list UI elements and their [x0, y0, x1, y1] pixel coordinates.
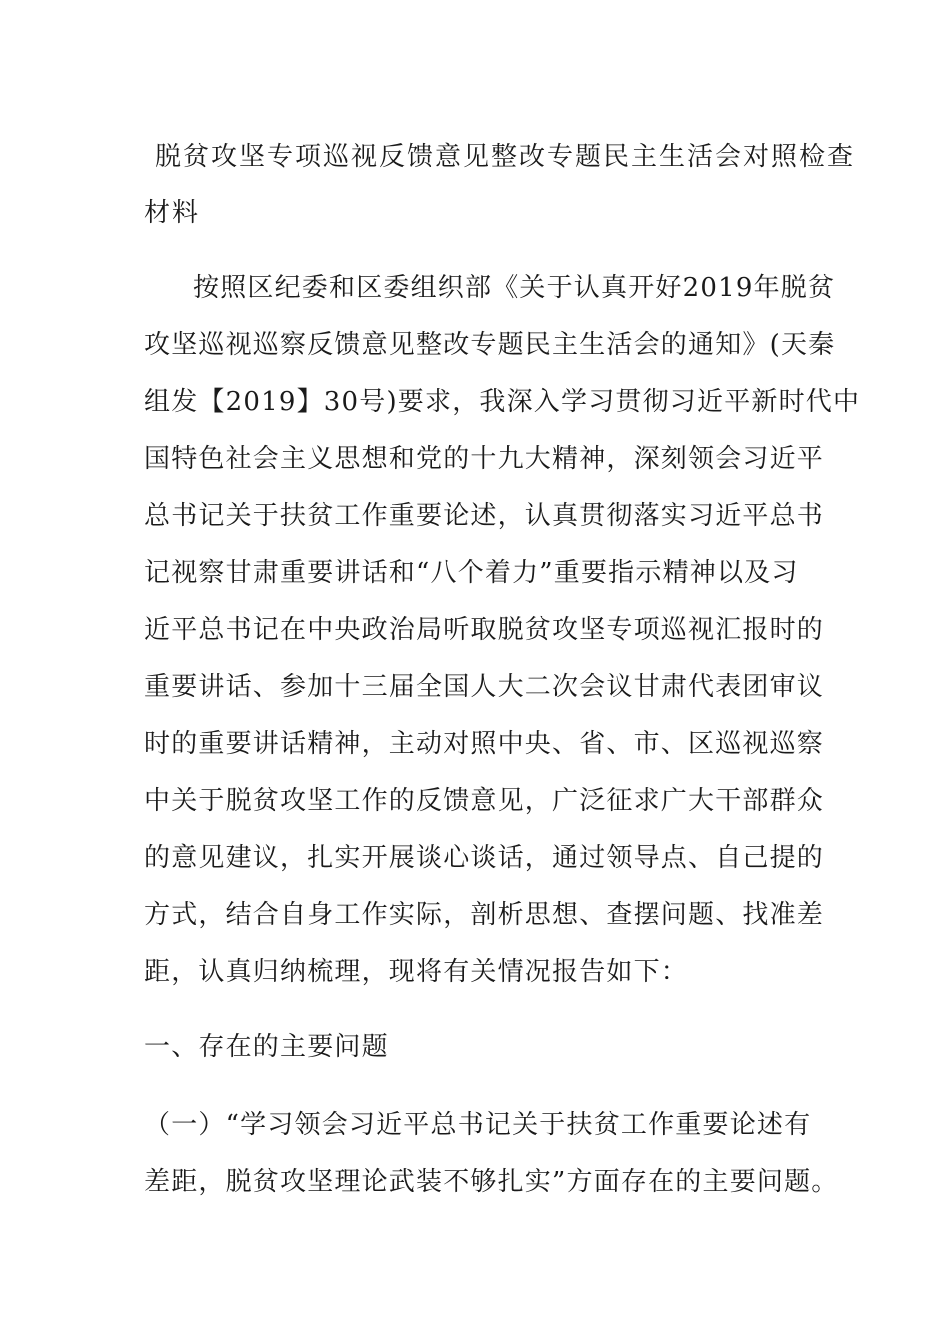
subsection-heading-line: 差距，脱贫攻坚理论武装不够扎实”方面存在的主要问题。	[144, 1167, 839, 1197]
paragraph-line: 组发【2019】30号)要求，我深入学习贯彻习近平新时代中	[144, 387, 861, 417]
subsection-heading-line: （一）“学习领会习近平总书记关于扶贫工作重要论述有	[144, 1110, 812, 1140]
paragraph-line: 方式，结合自身工作实际，剖析思想、查摆问题、找准差	[144, 900, 825, 930]
paragraph-line: 近平总书记在中央政治局听取脱贫攻坚专项巡视汇报时的	[144, 615, 825, 645]
paragraph-line: 攻坚巡视巡察反馈意见整改专题民主生活会的通知》(天秦	[144, 330, 836, 360]
paragraph-line: 按照区纪委和区委组织部《关于认真开好2019年脱贫	[193, 273, 836, 303]
paragraph-line: 的意见建议，扎实开展谈心谈话，通过领导点、自己提的	[144, 843, 825, 873]
document-title-line-1: 脱贫攻坚专项巡视反馈意见整改专题民主生活会对照检查	[155, 142, 856, 172]
document-title-line-2: 材料	[144, 198, 201, 228]
paragraph-line: 国特色社会主义思想和党的十九大精神，深刻领会习近平	[144, 444, 825, 474]
paragraph-line: 总书记关于扶贫工作重要论述，认真贯彻落实习近平总书	[144, 501, 825, 531]
paragraph-line: 时的重要讲话精神，主动对照中央、省、市、区巡视巡察	[144, 729, 825, 759]
paragraph-line: 重要讲话、参加十三届全国人大二次会议甘肃代表团审议	[144, 672, 825, 702]
paragraph-line: 记视察甘肃重要讲话和“八个着力”重要指示精神以及习	[144, 558, 799, 588]
paragraph-line: 中关于脱贫攻坚工作的反馈意见，广泛征求广大干部群众	[144, 786, 825, 816]
paragraph-line: 距，认真归纳梳理，现将有关情况报告如下：	[144, 957, 689, 987]
section-heading: 一、存在的主要问题	[144, 1032, 389, 1062]
